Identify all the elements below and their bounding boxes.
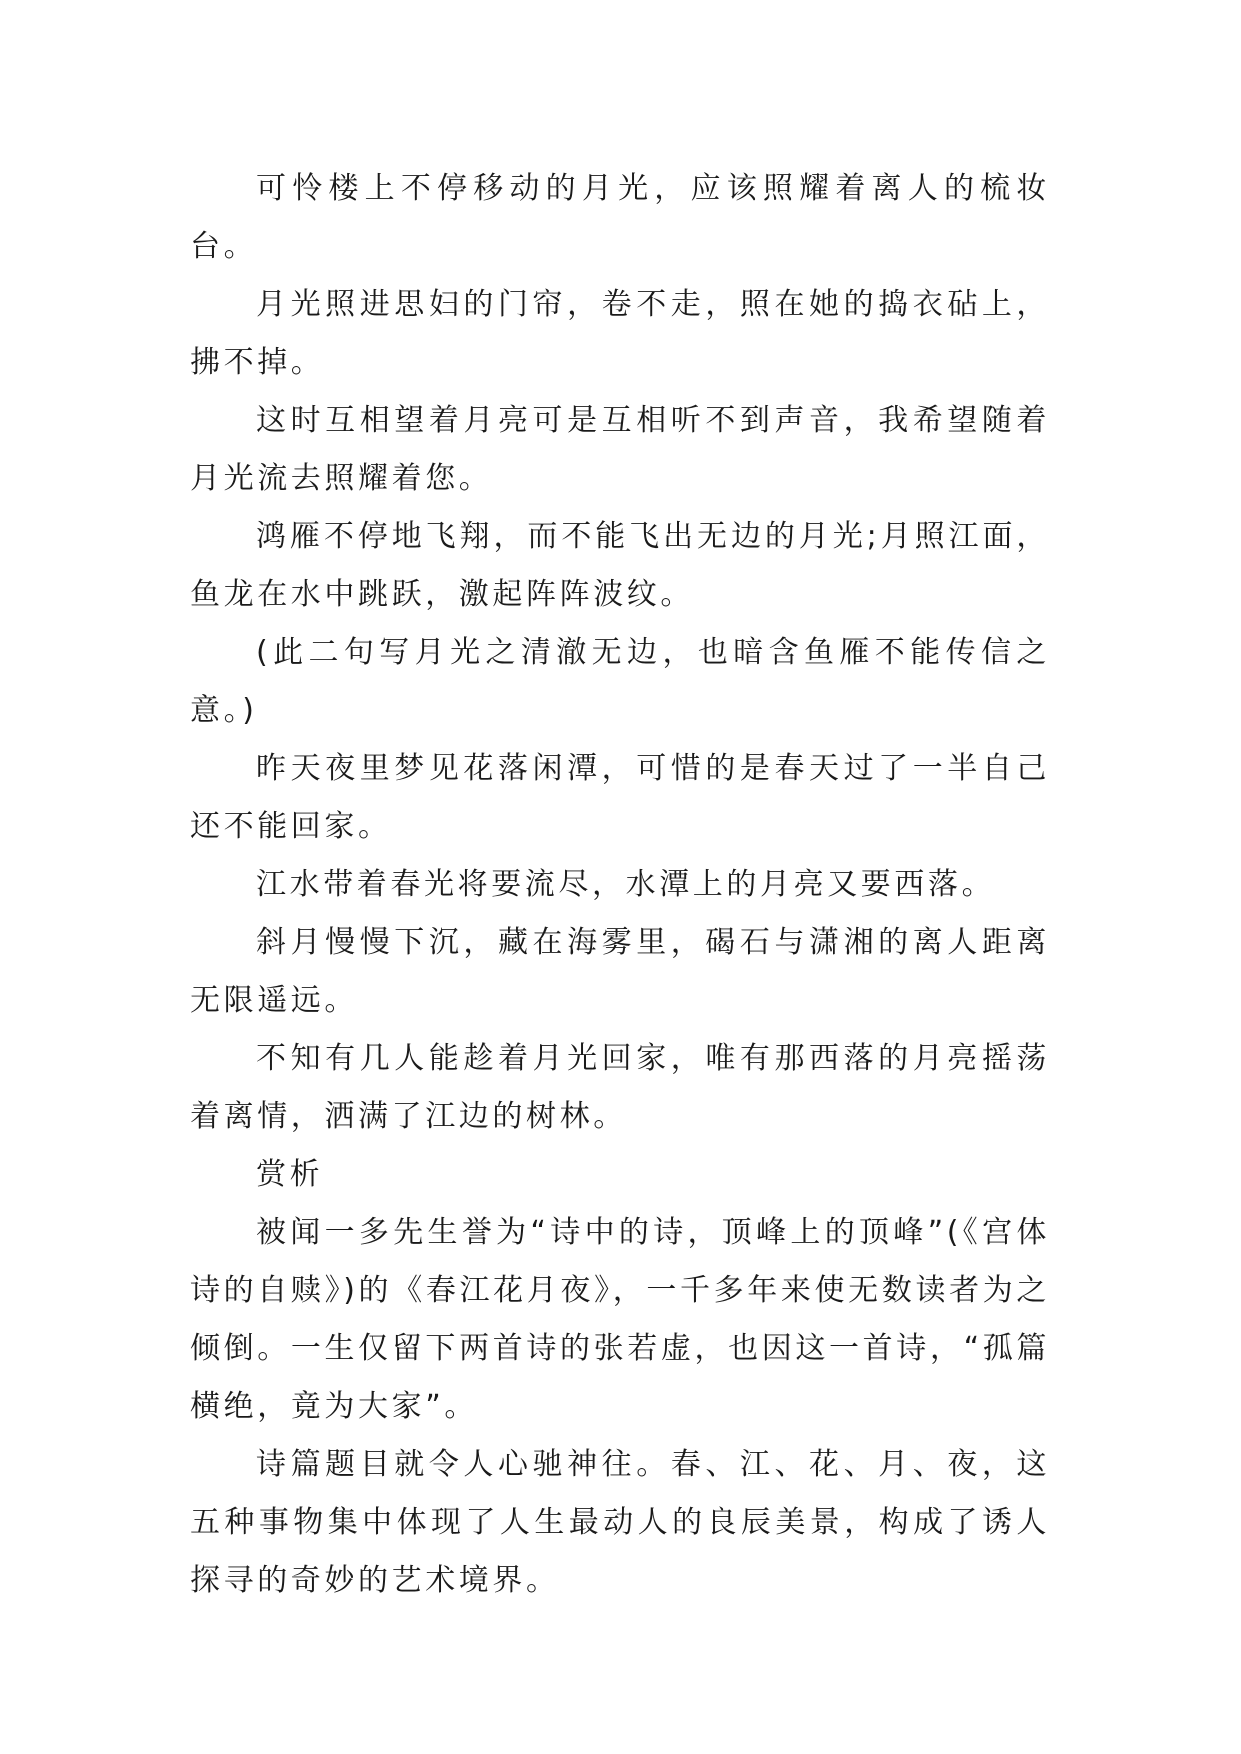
- paragraph-10: 被闻一多先生誉为“诗中的诗，顶峰上的顶峰”(《宫体诗的自赎》)的《春江花月夜》，一千多年来使无数读者为之倾倒。一生仅留下两首诗的张若虚，也因这一首诗，“孤篇横绝，竟为大家”。: [190, 1215, 1050, 1424]
- paragraph-1: 可怜楼上不停移动的月光，应该照耀着离人的梳妆台。: [190, 171, 1050, 264]
- section-heading: 赏析: [256, 1157, 324, 1192]
- paragraph-7: 江水带着春光将要流尽，水潭上的月亮又要西落。: [256, 867, 996, 902]
- paragraph-11: 诗篇题目就令人心驰神往。春、江、花、月、夜，这五种事物集中体现了人生最动人的良辰美景，构成了诱人探寻的奇妙的艺术境界。: [190, 1447, 1050, 1598]
- paragraph-9: 不知有几人能趁着月光回家，唯有那西落的月亮摇荡着离情，洒满了江边的树林。: [190, 1041, 1050, 1134]
- paragraph-8: 斜月慢慢下沉，藏在海雾里，碣石与潇湘的离人距离无限遥远。: [190, 925, 1050, 1018]
- paragraph-3: 这时互相望着月亮可是互相听不到声音，我希望随着月光流去照耀着您。: [190, 403, 1050, 496]
- paragraph-4: 鸿雁不停地飞翔，而不能飞出无边的月光;月照江面，鱼龙在水中跳跃，激起阵阵波纹。: [190, 519, 1050, 612]
- paragraph-2: 月光照进思妇的门帘，卷不走，照在她的捣衣砧上，拂不掉。: [190, 287, 1050, 380]
- paragraph-5: (此二句写月光之清澈无边，也暗含鱼雁不能传信之意。): [190, 635, 1050, 728]
- document-body: [190, 160, 1050, 1610]
- paragraph-6: 昨天夜里梦见花落闲潭，可惜的是春天过了一半自己还不能回家。: [190, 751, 1050, 844]
